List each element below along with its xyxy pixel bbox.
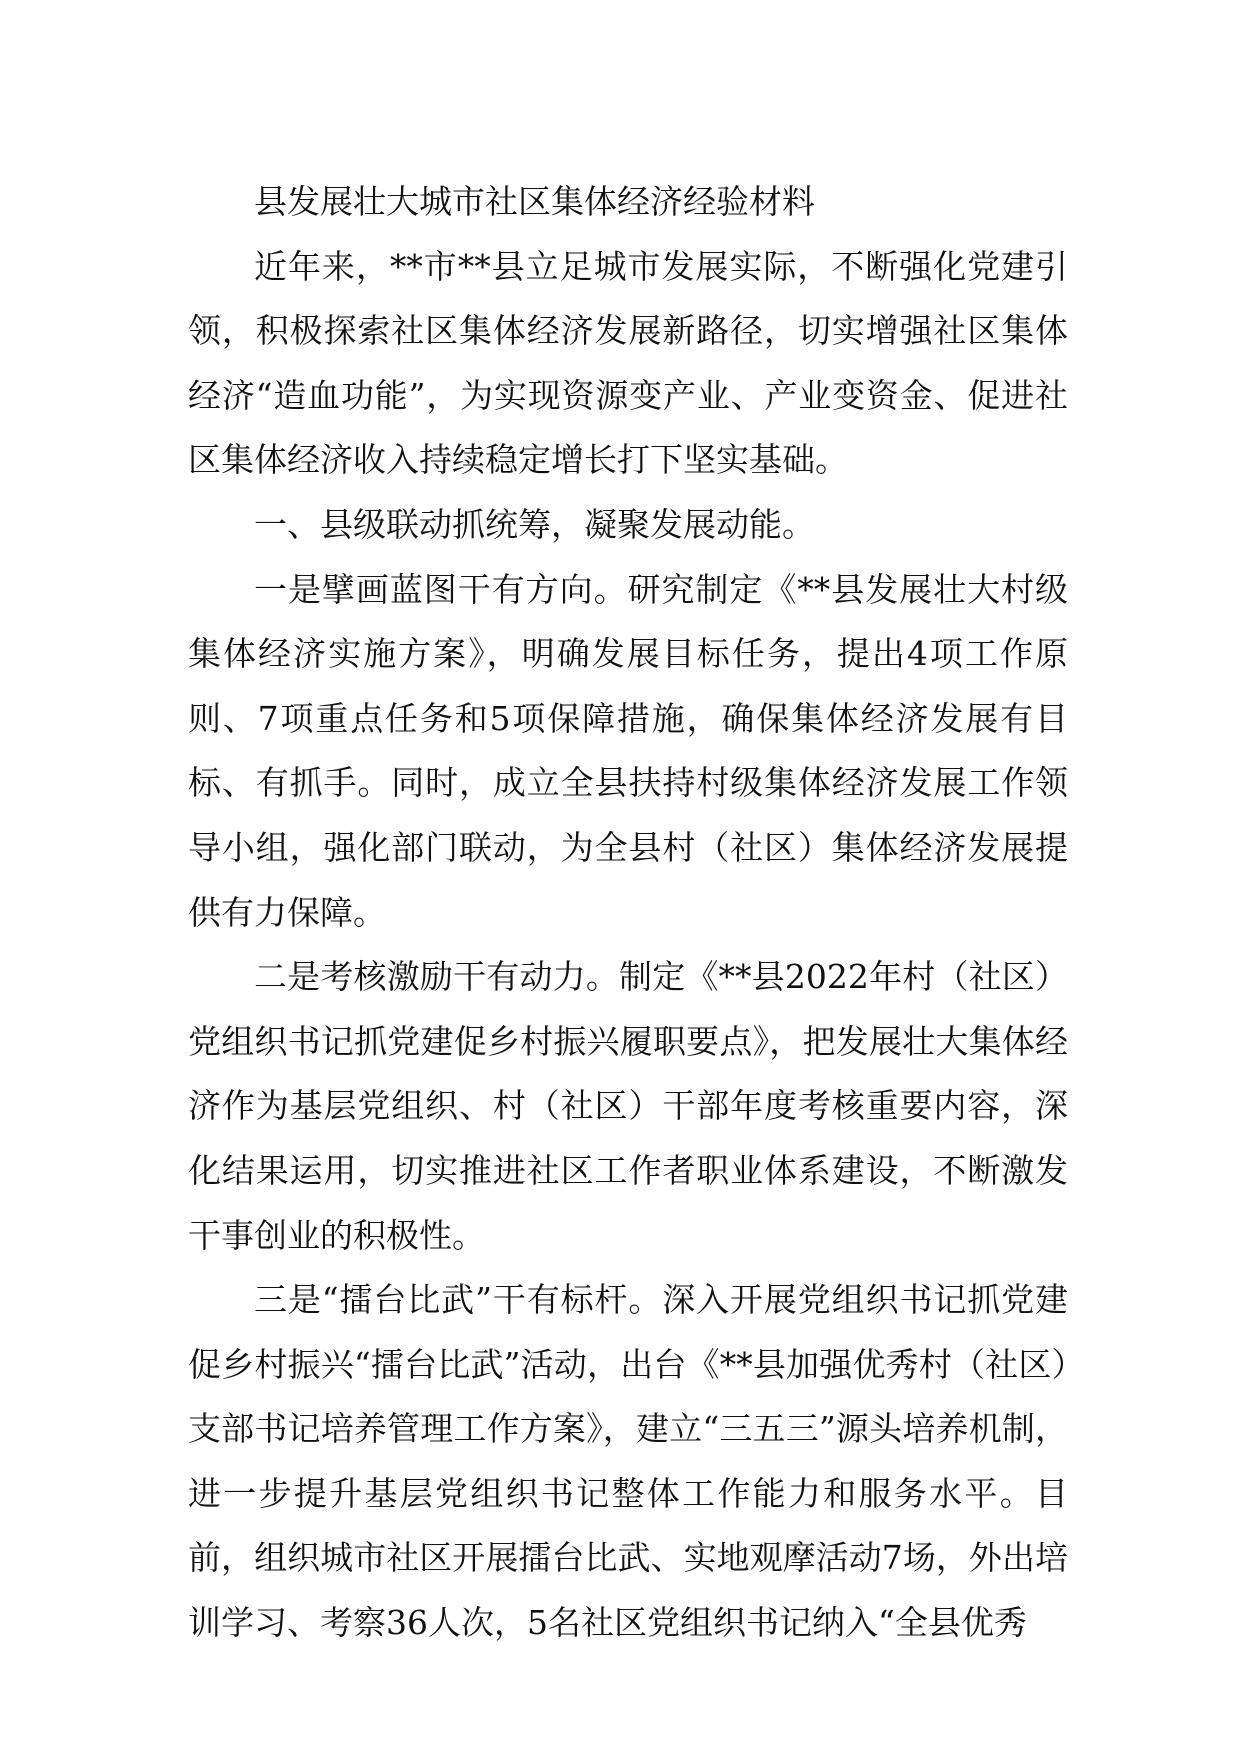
paragraph-point-2: 二是考核激励干有动力。制定《**县2022年村（社区）党组织书记抓党建促乡村振兴履职要点》，把发展壮大集体经济作为基层党组织、村（社区）干部年度考核重要内容，深化结果运用，切实推进社区工作者职业体系建设，不断激发干事创业的积极性。 [188, 957, 1068, 1255]
paragraph-point-3: 三是“擂台比武”干有标杆。深入开展党组织书记抓党建促乡村振兴“擂台比武”活动，出台《**县加强优秀村（社区）支部书记培养管理工作方案》，建立“三五三”源头培养机制，进一步提升基层党组织书记整体工作能力和服务水平。目前，组织城市社区开展擂台比武、实地观摩活动7场，外出培训学习、考察36人次，5名社区党组织书记纳入“全县优秀 [188, 1280, 1068, 1643]
document-body [188, 170, 1068, 1656]
section-heading-1: 一、县级联动抓统筹，凝聚发展动能。 [254, 504, 815, 544]
paragraph-point-1: 一是擘画蓝图干有方向。研究制定《**县发展壮大村级集体经济实施方案》，明确发展目标任务，提出4项工作原则、7项重点任务和5项保障措施，确保集体经济发展有目标、有抓手。同时，成立全县扶持村级集体经济发展工作领导小组，强化部门联动，为全县村（社区）集体经济发展提供有力保障。 [188, 569, 1068, 932]
paragraph-intro: 近年来，**市**县立足城市发展实际，不断强化党建引领，积极探索社区集体经济发展新路径，切实增强社区集体经济“造血功能”，为实现资源变产业、产业变资金、促进社区集体经济收入持续稳定增长打下坚实基础。 [188, 246, 1068, 480]
document-title: 县发展壮大城市社区集体经济经验材料 [254, 182, 815, 221]
